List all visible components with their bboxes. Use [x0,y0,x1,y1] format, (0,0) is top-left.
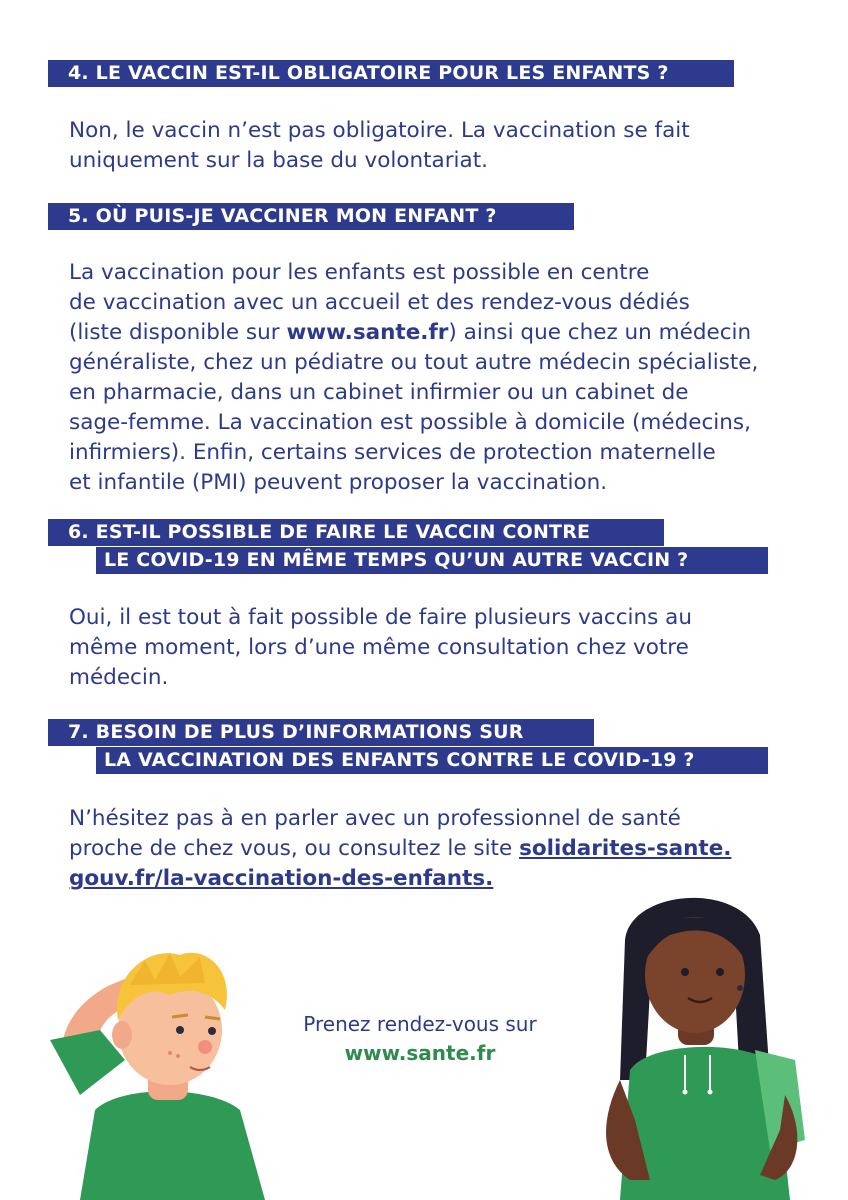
section-4-line-2: uniquement sur la base du volontariat. [69,148,488,173]
appointment-cta-link[interactable]: www.sante.fr [344,1041,496,1065]
section-7-heading-line-1: 7. BESOIN DE PLUS D’INFORMATIONS SUR [48,719,594,746]
section-5-line-5: en pharmacie, dans un cabinet infirmier ou un cabinet de [69,380,689,405]
sante-fr-link[interactable]: www.sante.fr [286,320,449,345]
section-4-line-1: Non, le vaccin n’est pas obligatoire. La vaccination se fait [69,118,690,143]
section-7-heading-line-2: LA VACCINATION DES ENFANTS CONTRE LE COVID-19 ? [96,747,768,774]
solidarites-sante-link-part-1[interactable]: solidarites-sante. [519,836,732,861]
section-5-line-1: La vaccination pour les enfants est possible en centre [69,260,650,285]
boy-illustration [40,935,280,1200]
solidarites-sante-link-part-2[interactable]: gouv.fr/la-vaccination-des-enfants. [69,866,494,891]
section-6-line-2: même moment, lors d’une même consultation chez votre [69,635,689,660]
section-6-line-1: Oui, il est tout à fait possible de faire plusieurs vaccins au [69,605,692,630]
section-7-line-1: N’hésitez pas à en parler avec un professionnel de santé [69,806,681,831]
section-6-line-3: médecin. [69,665,169,690]
section-5-line-3-pre: (liste disponible sur [69,320,287,345]
appointment-cta-text: Prenez rendez-vous sur [303,1012,537,1036]
section-5-line-4: généraliste, chez un pédiatre ou tout autre médecin spécialiste, [69,350,759,375]
girl-illustration [590,880,820,1200]
section-5-line-6: sage-femme. La vaccination est possible à domicile (médecins, [69,410,751,435]
section-5-line-8: et infantile (PMI) peuvent proposer la vaccination. [69,470,608,495]
section-4-heading: 4. LE VACCIN EST-IL OBLIGATOIRE POUR LES ENFANTS ? [48,60,734,87]
section-7-line-2-pre: proche de chez vous, ou consultez le site [69,836,520,861]
section-6-heading-line-2: LE COVID-19 EN MÊME TEMPS QU’UN AUTRE VACCIN ? [96,547,768,574]
section-6-text [69,603,809,693]
section-5-text [69,258,809,498]
section-6-heading-line-1: 6. EST-IL POSSIBLE DE FAIRE LE VACCIN CONTRE [48,519,664,546]
section-5-line-7: infirmiers). Enfin, certains services de protection maternelle [69,440,716,465]
section-4-text [69,116,809,176]
section-5-line-3-post: ) ainsi que chez un médecin [448,320,752,345]
section-5-heading: 5. OÙ PUIS-JE VACCINER MON ENFANT ? [48,203,574,230]
appointment-cta [250,1010,590,1068]
section-5-line-2: de vaccination avec un accueil et des rendez-vous dédiés [69,290,690,315]
